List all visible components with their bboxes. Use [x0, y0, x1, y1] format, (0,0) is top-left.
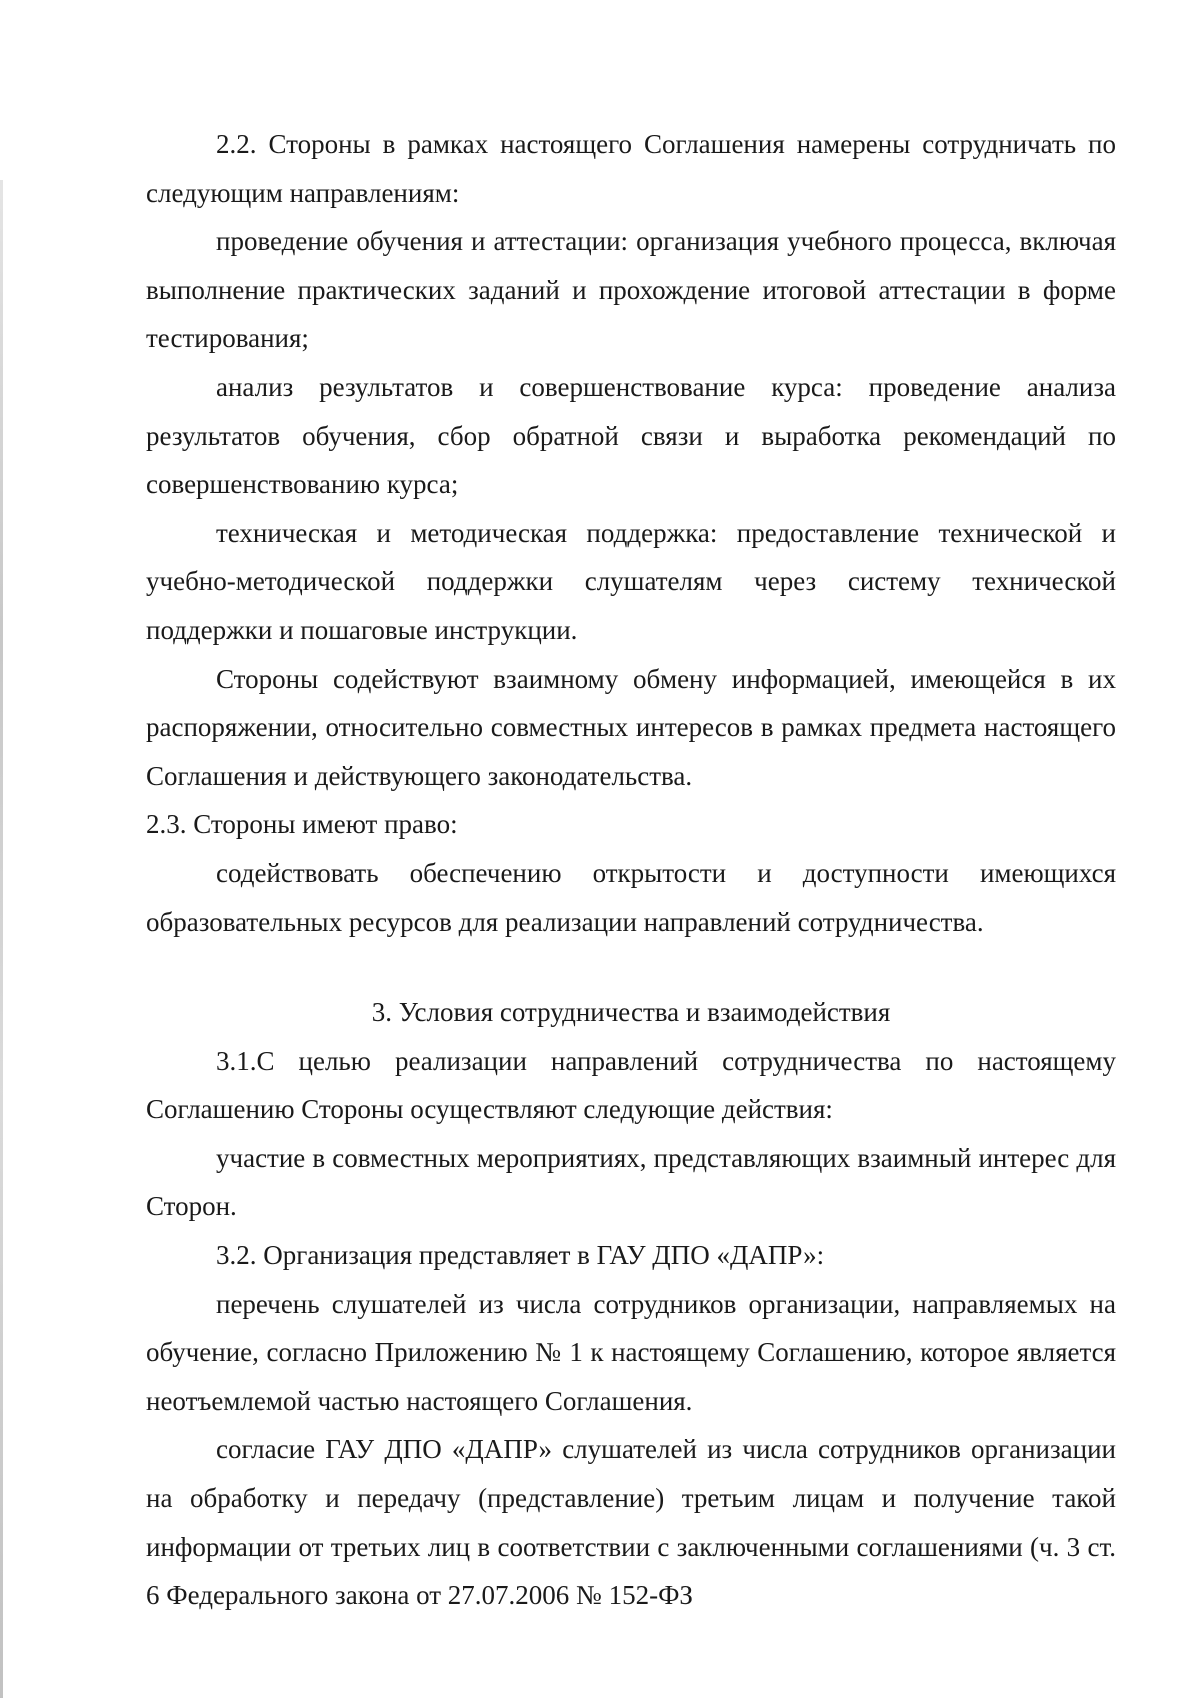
paragraph-support: техническая и методическая поддержка: предоставление технической и учебно-методической поддержки слушателям через систему технической поддержки и пошаговые инструкции. — [146, 517, 1116, 645]
document-body — [146, 120, 1116, 1620]
paragraph-openness: содействовать обеспечению открытости и доступности имеющихся образовательных ресурсов для реализации направлений сотрудничества. — [146, 857, 1116, 937]
scan-edge-shadow — [0, 180, 3, 1698]
paragraph-analysis: анализ результатов и совершенствование курса: проведение анализа результатов обучения, сбор обратной связи и выработка рекомендаций по совершенствованию курса; — [146, 371, 1116, 500]
paragraph-2-3: 2.3. Стороны имеют право: — [146, 809, 458, 840]
paragraph-3-1: 3.1.С целью реализации направлений сотрудничества по настоящему Соглашению Стороны осуществляют следующие действия: — [146, 1045, 1116, 1125]
paragraph-events: участие в совместных мероприятиях, представляющих взаимный интерес для Сторон. — [146, 1142, 1116, 1222]
section-3-title: 3. Условия сотрудничества и взаимодействия — [371, 997, 891, 1028]
paragraph-education: проведение обучения и аттестации: организация учебного процесса, включая выполнение практических заданий и прохождение итоговой аттестации в форме тестирования; — [146, 226, 1116, 354]
paragraph-consent: согласие ГАУ ДПО «ДАПР» слушателей из числа сотрудников организации на обработку и передачу (представление) третьим лицам и получение такой информации от третьих лиц в соответствии с заключенными соглашениями (ч. 3 ст. 6 Федерального закона от 27.07.2006 № 152-ФЗ — [146, 1434, 1116, 1611]
paragraph-2-2: 2.2. Стороны в рамках настоящего Соглашения намерены сотрудничать по следующим направлениям: — [146, 129, 1116, 208]
paragraph-exchange: Стороны содействуют взаимному обмену информацией, имеющейся в их распоряжении, относительно совместных интересов в рамках предмета настоящего Соглашения и действующего законодательства. — [146, 663, 1116, 791]
paragraph-3-2: 3.2. Организация представляет в ГАУ ДПО «ДАПР»: — [216, 1240, 825, 1271]
paragraph-list: перечень слушателей из числа сотрудников организации, направляемых на обучение, согласно Приложению № 1 к настоящему Соглашению, которое является неотъемлемой частью настоящего Соглашения. — [146, 1288, 1116, 1416]
